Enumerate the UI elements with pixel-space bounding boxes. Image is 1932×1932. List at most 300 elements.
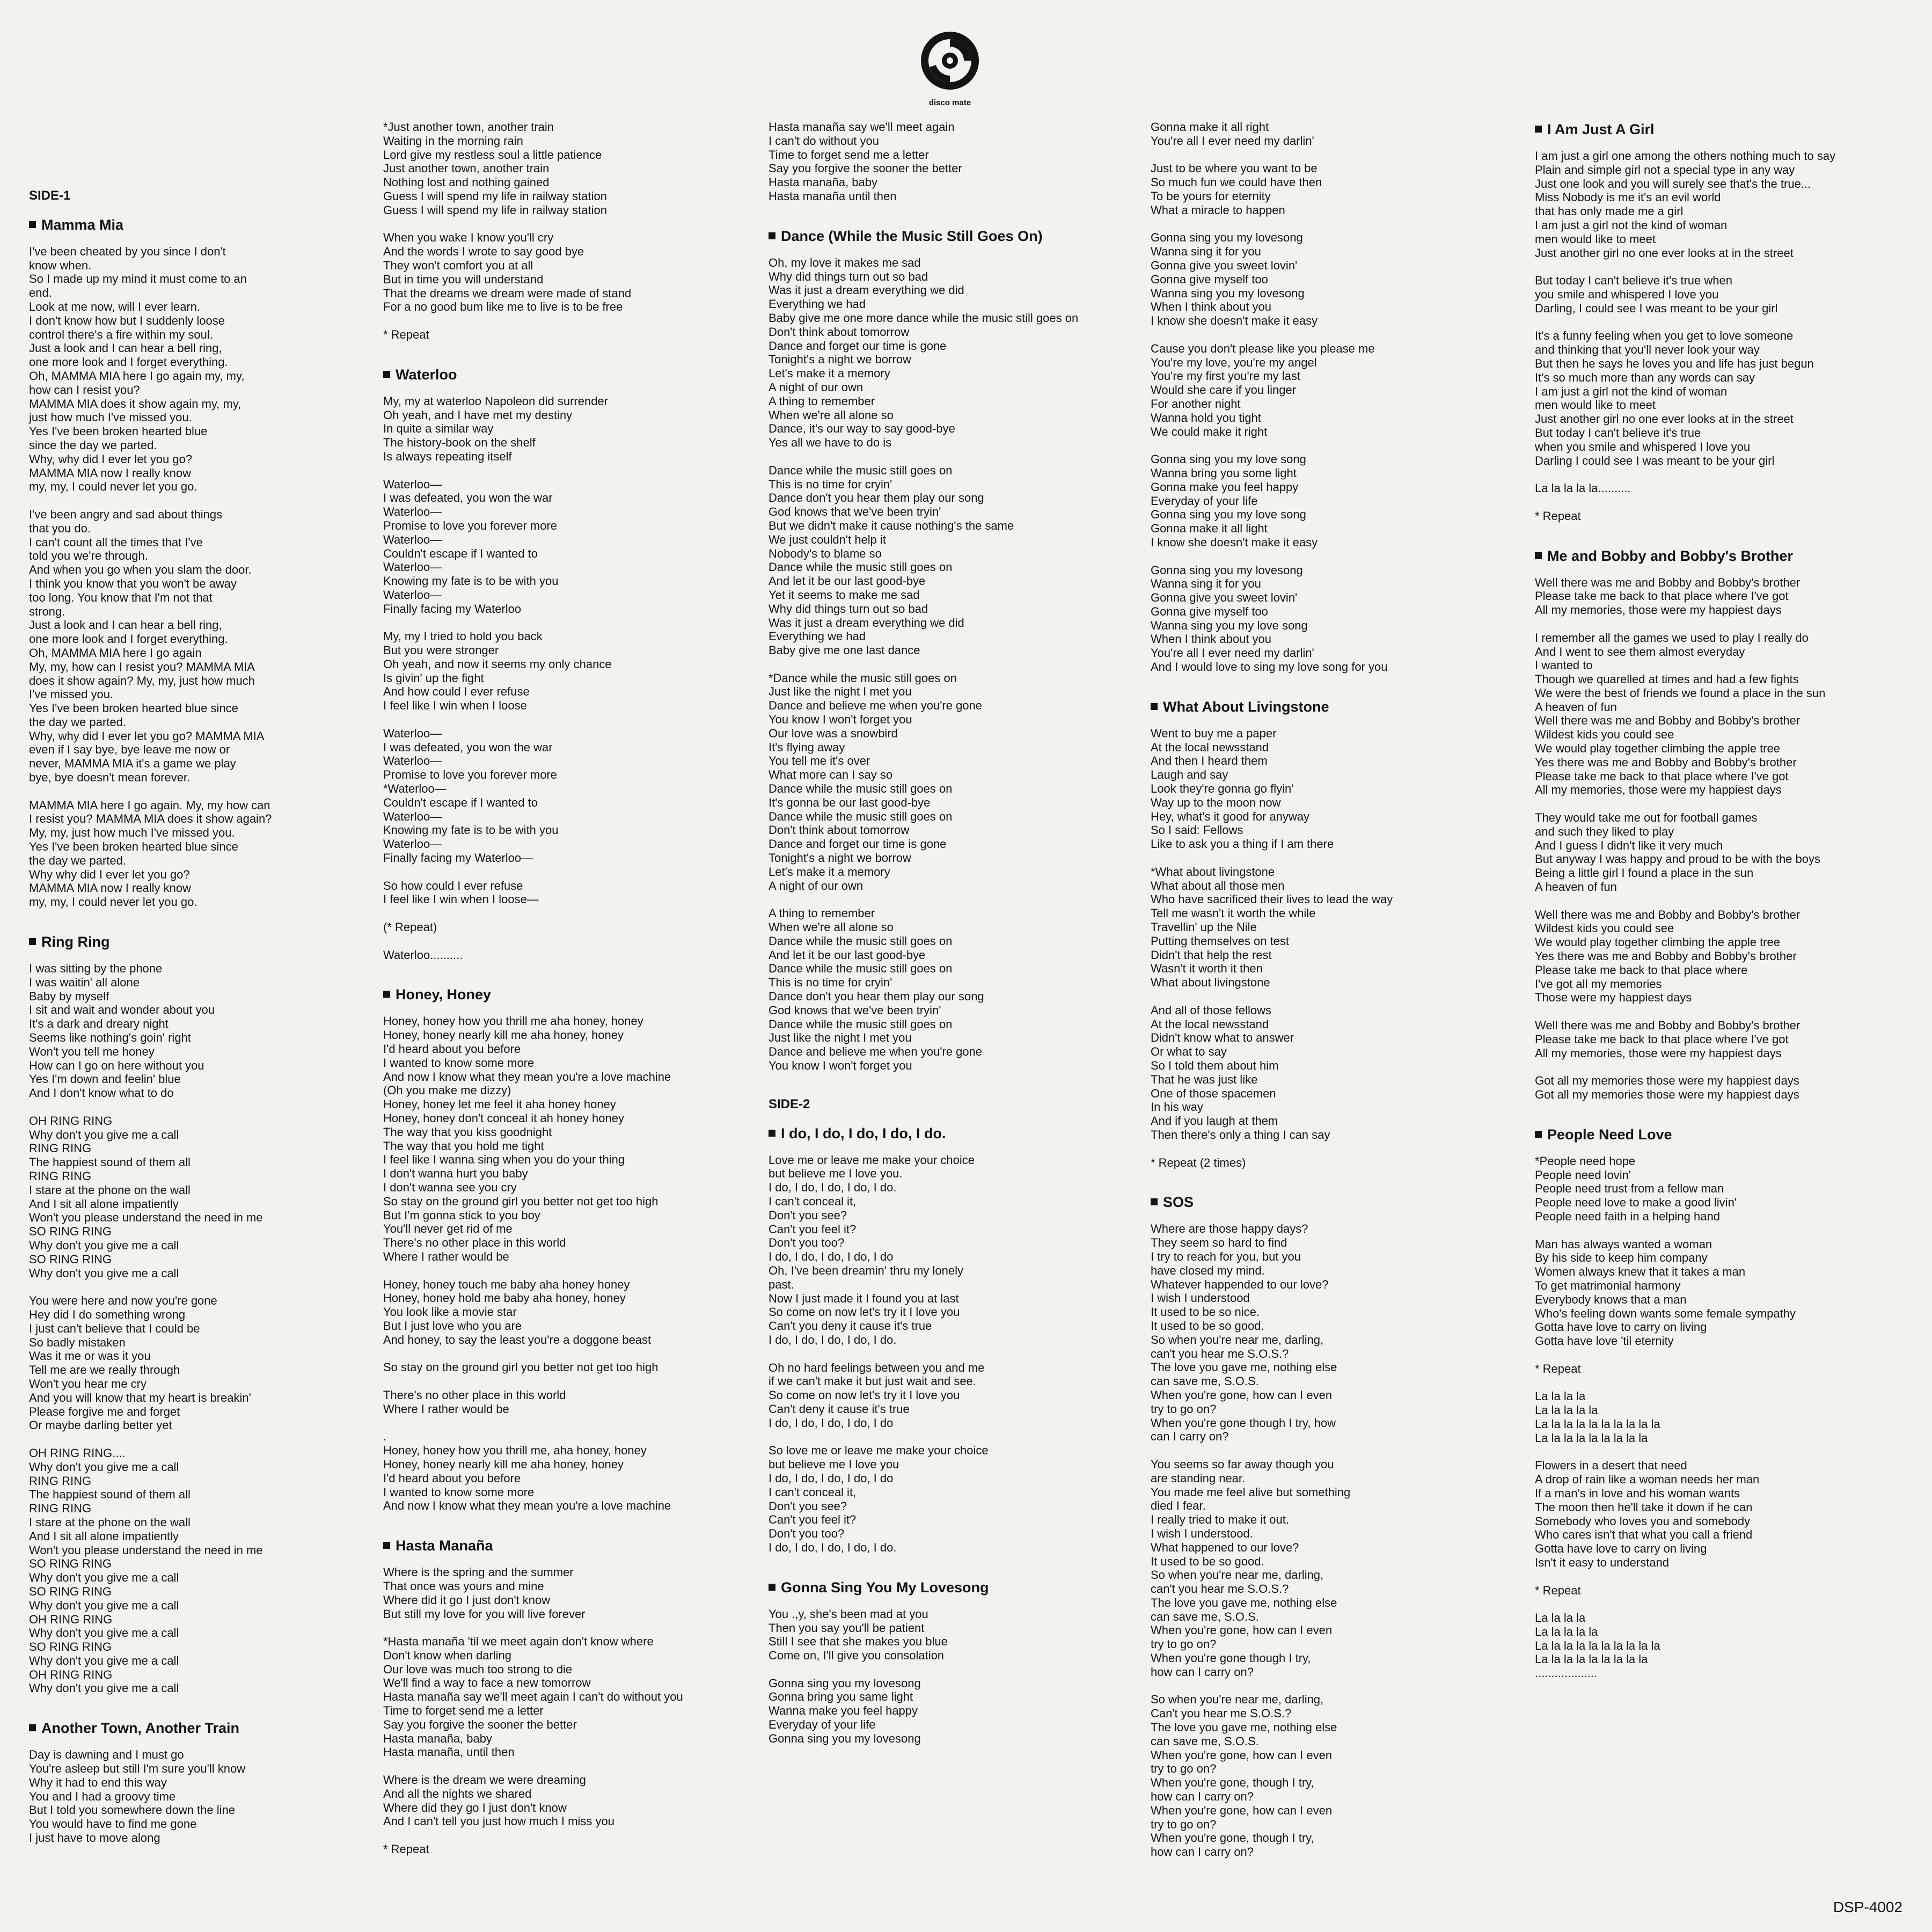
lyric-line: When you're gone though I try, how <box>1151 1416 1336 1430</box>
lyric-line: Way up to the moon now <box>1151 795 1281 809</box>
lyric-stanza <box>1535 274 1911 315</box>
lyric-line: Dance don't you hear them play our song <box>769 491 984 505</box>
lyric-line: RING RING <box>29 1502 92 1516</box>
lyric-line: * Repeat <box>1535 509 1581 523</box>
lyric-line: Oh yeah, and now it seems my only chance <box>383 657 612 671</box>
lyric-line: Let's make it a memory <box>769 865 890 879</box>
lyric-line: I feel like I wanna sing when you do your thing <box>383 1153 625 1167</box>
lyric-line: That once was yours and mine <box>383 1579 544 1593</box>
lyric-line: Gonna give you sweet lovin' <box>1151 591 1298 605</box>
lyric-line: Whatever happended to our love? <box>1151 1277 1329 1291</box>
lyric-line: I can't conceal it, <box>769 1194 857 1208</box>
lyric-line: I know she doesn't make it easy <box>1151 314 1318 328</box>
lyric-line: Our love was much too strong to die <box>383 1662 573 1676</box>
lyric-line: Hey did I do something wrong <box>29 1307 186 1321</box>
lyric-line: since the day we parted. <box>29 438 157 452</box>
lyric-line: Wanna sing it for you <box>1151 245 1261 259</box>
lyric-line: People need lovin' <box>1535 1168 1631 1182</box>
lyric-line: I feel like I win when I loose— <box>383 892 539 906</box>
lyric-line: and such they liked to play <box>1535 824 1674 838</box>
lyric-line: Oh, MAMMA MIA here I go again <box>29 646 202 660</box>
lyric-line: Gonna give you sweet lovin' <box>1151 258 1298 272</box>
lyric-stanza <box>383 1842 748 1856</box>
lyric-line: Why don't you give me a call <box>29 1238 179 1252</box>
lyric-line: how can I resist you? <box>29 383 140 397</box>
lyric-line: Why why did I ever let you go? <box>29 867 190 881</box>
lyric-stanza <box>1535 481 1911 495</box>
song-title-text: Honey, Honey <box>396 986 492 1003</box>
side-heading: SIDE-1 <box>29 188 71 203</box>
lyric-line: Love me or leave me make your choice <box>769 1153 975 1167</box>
song-block <box>383 367 748 962</box>
lyric-line: Gonna sing you my lovesong <box>1151 231 1303 245</box>
lyric-line: So come on now let's try it I love you <box>769 1305 960 1319</box>
lyric-line: never, MAMMA MIA it's a game we play <box>29 757 236 771</box>
lyric-line: I do, I do, I do, I do, I do. <box>769 1181 897 1195</box>
lyric-line: Please take me back to that place where I've got <box>1535 1032 1789 1046</box>
lyric-line: Honey, honey how you thrill me, aha honey, honey <box>383 1444 647 1458</box>
lyric-line: Yes there was me and Bobby and Bobby's brother <box>1535 949 1797 963</box>
lyric-line: You would have to find me gone <box>29 1817 197 1831</box>
lyric-line: can't you hear me S.O.S.? <box>1151 1346 1289 1360</box>
lyric-line: Waterloo— <box>383 588 442 602</box>
lyric-line: Everyday of your life <box>1151 494 1258 508</box>
lyric-line: And I can't tell you just how much I miss you <box>383 1814 614 1828</box>
lyric-line: I really tried to make it out. <box>1151 1513 1289 1527</box>
lyric-stanza <box>29 1114 362 1280</box>
lyric-stanza <box>383 1773 748 1828</box>
lyric-line: And the words I wrote to say good bye <box>383 245 584 259</box>
lyric-line: Gonna give myself too <box>1151 604 1268 618</box>
lyric-line: Wanna sing you my love song <box>1151 618 1308 632</box>
lyric-line: Just another town, another train <box>383 162 550 175</box>
lyric-line: Who's feeling down wants some female sympathy <box>1535 1306 1796 1320</box>
lyric-line: Gonna make it all light <box>1151 522 1268 536</box>
song-title <box>769 1125 1133 1141</box>
lyric-line: You're all I ever need my darlin' <box>1151 134 1314 148</box>
lyric-line: A heaven of fun <box>1535 880 1617 894</box>
lyric-line: Time to forget send me a letter <box>383 1704 544 1718</box>
lyric-line: Wasn't it worth it then <box>1151 962 1263 976</box>
lyric-line: All my memories, those were my happiest days <box>1535 1046 1782 1060</box>
lyric-line: The happiest sound of them all <box>29 1155 191 1169</box>
lyric-line: A thing to remember <box>769 394 875 408</box>
lyric-line: I do, I do, I do, I do, I do <box>769 1471 894 1485</box>
lyric-stanza <box>1151 865 1516 990</box>
lyric-line: Everything we had <box>769 297 866 311</box>
lyric-line: SO RING RING <box>29 1225 112 1239</box>
lyric-line: Well there was me and Bobby and Bobby's brother <box>1535 575 1801 589</box>
lyric-stanza <box>1535 1154 1911 1224</box>
lyric-line: Wanna bring you some light <box>1151 466 1297 480</box>
lyric-line: try to go on? <box>1151 1637 1217 1651</box>
lyric-stanza <box>29 245 362 494</box>
lyric-line: But I'm gonna stick to you boy <box>383 1208 540 1222</box>
lyric-line: When we're all alone so <box>769 408 894 422</box>
song-title <box>29 1720 362 1736</box>
lyric-line: Tonight's a night we borrow <box>769 851 911 865</box>
lyric-line: So come on now let's try it I love you <box>769 1388 960 1402</box>
lyric-line: Gonna bring you same light <box>769 1690 913 1704</box>
lyric-line: Gonna sing you my love song <box>1151 508 1306 522</box>
lyric-line: But anyway I was happy and proud to be with the boys <box>1535 852 1820 866</box>
lyric-line: Where I rather would be <box>383 1402 509 1416</box>
lyric-line: Wildest kids you could see <box>1535 921 1674 935</box>
lyric-line: God knows that we've been tryin' <box>769 505 941 519</box>
lyric-stanza <box>1535 329 1911 467</box>
lyric-line: Women always knew that it takes a man <box>1535 1265 1746 1279</box>
song-continuation <box>383 120 748 342</box>
lyric-line: *What about livingstone <box>1151 865 1275 879</box>
lyric-line: how can I carry on? <box>1151 1665 1254 1679</box>
lyric-line: Like to ask you a thing if I am there <box>1151 837 1334 851</box>
lyric-line: how can I carry on? <box>1151 1845 1254 1859</box>
lyric-line: That the dreams we dream were made of stand <box>383 286 632 300</box>
lyric-stanza <box>1535 1389 1911 1445</box>
lyric-line: I do, I do, I do, I do, I do <box>769 1250 894 1264</box>
lyric-line: Yes I'm down and feelin' blue <box>29 1072 181 1086</box>
lyric-line: Now I just made it I found you at last <box>769 1291 959 1305</box>
lyric-stanza <box>1151 1222 1516 1444</box>
lyric-line: You're asleep but still I'm sure you'll know <box>29 1762 246 1776</box>
lyric-line: Why don't you give me a call <box>29 1653 179 1667</box>
lyric-line: Who cares isn't that what you call a friend <box>1535 1528 1753 1542</box>
lyric-line: Why don't you give me a call <box>29 1681 179 1695</box>
lyric-line: Everything we had <box>769 630 866 643</box>
lyric-line: I remember all the games we used to play I really do <box>1535 631 1809 645</box>
song-title-text: People Need Love <box>1547 1126 1672 1143</box>
lyric-line: Waterloo— <box>383 726 442 740</box>
lyric-line: And let it be our last good-bye <box>769 948 926 962</box>
bullet-square-icon <box>1535 552 1542 559</box>
lyric-line: died I fear. <box>1151 1499 1206 1513</box>
lyric-line: Travellin' up the Nile <box>1151 920 1257 934</box>
lyric-line: MAMMA MIA now I really know <box>29 466 191 480</box>
lyric-line: OH RING RING <box>29 1612 113 1626</box>
lyric-stanza <box>1535 631 1911 797</box>
song-title <box>383 986 748 1002</box>
lyric-line: Is givin' up the fight <box>383 671 484 685</box>
lyric-line: Just like the night I met you <box>769 1031 912 1045</box>
lyric-line: And all the nights we shared <box>383 1787 532 1801</box>
lyric-line: Dance while the music still goes on <box>769 1017 953 1031</box>
lyric-line: I resist you? MAMMA MIA does it show again? <box>29 812 272 826</box>
lyric-line: Who have sacrificed their lives to lead the way <box>1151 892 1393 906</box>
lyric-line: Hasta manaña, until then <box>383 1745 515 1759</box>
lyric-line: I know she doesn't make it easy <box>1151 535 1318 549</box>
lyric-line: And let it be our last good-bye <box>769 574 926 588</box>
lyric-line: Day is dawning and I must go <box>29 1748 184 1762</box>
lyric-line: if we can't make it but just wait and see. <box>769 1374 976 1388</box>
lyric-stanza <box>1151 120 1516 148</box>
lyric-line: When you're gone though I try, <box>1151 1651 1311 1665</box>
lyric-line: I don't wanna see you cry <box>383 1180 517 1194</box>
lyric-line: Dance and forget our time is gone <box>769 339 947 353</box>
lyric-stanza <box>383 231 748 314</box>
lyric-line: try to go on? <box>1151 1402 1217 1416</box>
lyric-line: have closed my mind. <box>1151 1263 1265 1277</box>
lyric-line: Just a look and I can hear a bell ring, <box>29 618 222 632</box>
lyric-line: Was it just a dream everything we did <box>769 616 964 630</box>
lyric-line: OH RING RING <box>29 1667 113 1681</box>
lyric-line: Just like the night I met you <box>769 685 912 699</box>
lyric-line: But you were stronger <box>383 643 499 657</box>
lyric-line: Please take me back to that place where I've got <box>1535 589 1789 603</box>
song-title <box>1151 1194 1516 1210</box>
song-title-text: Hasta Manaña <box>396 1538 493 1554</box>
lyric-line: Somebody who loves you and somebody <box>1535 1514 1751 1528</box>
lyric-line: Or what to say <box>1151 1045 1227 1059</box>
lyric-line: I was waitin' all alone <box>29 975 140 989</box>
lyric-line: Was it just a dream everything we did <box>769 283 964 297</box>
lyric-line: Those were my happiest days <box>1535 991 1692 1005</box>
lyric-line: Why don't you give me a call <box>29 1571 179 1585</box>
lyric-line: When we're all alone so <box>769 920 894 934</box>
lyric-stanza <box>1151 1004 1516 1142</box>
lyric-line: It's gonna be our last good-bye <box>769 795 931 809</box>
lyric-line: We could make it right <box>1151 425 1268 438</box>
lyric-line: end. <box>29 286 52 300</box>
lyric-line: *Dance while the music still goes on <box>769 671 957 685</box>
lyric-line: Why don't you give me a call <box>29 1266 179 1280</box>
lyric-line: bye, bye doesn't mean forever. <box>29 771 191 785</box>
lyric-stanza <box>383 120 748 217</box>
lyric-line: Wanna sing it for you <box>1151 577 1261 591</box>
lyric-line: MAMMA MIA here I go again. My, my how can <box>29 798 270 812</box>
lyric-line: Gotta have love 'til eternity <box>1535 1334 1674 1348</box>
lyric-line: Won't you hear me cry <box>29 1377 147 1391</box>
lyric-line: can save me, S.O.S. <box>1151 1734 1259 1748</box>
lyric-line: Just a look and I can hear a bell ring, <box>29 341 222 355</box>
lyric-line: my, my, I could never let you go. <box>29 895 197 909</box>
lyric-line: People need love to make a good livin' <box>1535 1196 1737 1210</box>
lyric-line: I feel like I win when I loose <box>383 699 527 713</box>
lyric-line: What about livingstone <box>1151 976 1270 990</box>
lyric-line: But today I can't believe it's true when <box>1535 274 1732 288</box>
lyric-line: OH RING RING <box>29 1114 113 1128</box>
lyric-line: La la la la la <box>1535 1403 1598 1417</box>
lyric-line: SO RING RING <box>29 1584 112 1598</box>
lyric-line: the day we parted. <box>29 853 127 867</box>
lyric-line: Nobody's to blame so <box>769 546 882 560</box>
song-title <box>1151 699 1516 715</box>
lyric-line: You tell me it's over <box>769 754 870 768</box>
song-block <box>1151 1194 1516 1859</box>
lyric-stanza <box>383 630 748 713</box>
lyric-line: Darling I could see I was meant to be your girl <box>1535 453 1775 467</box>
lyric-line: try to go on? <box>1151 1762 1217 1776</box>
lyric-line: Say you forgive the sooner the better <box>769 162 962 175</box>
lyric-line: In quite a similar way <box>383 422 494 436</box>
lyric-line: By his side to keep him company <box>1535 1251 1708 1265</box>
bullet-square-icon <box>1535 1131 1542 1138</box>
lyric-line: Honey, honey hold me baby aha honey, honey <box>383 1291 626 1305</box>
lyric-line: And all of those fellows <box>1151 1003 1272 1017</box>
lyric-line: La la la la <box>1535 1389 1586 1403</box>
lyric-line: Yes there was me and Bobby and Bobby's brother <box>1535 755 1797 769</box>
lyric-line: People need trust from a fellow man <box>1535 1182 1724 1196</box>
lyric-line: Guess I will spend my life in railway station <box>383 189 607 203</box>
lyric-line: Hey, what's it good for anyway <box>1151 809 1310 823</box>
song-title-text: I do, I do, I do, I do, I do. <box>781 1125 946 1141</box>
lyric-line: Don't you too? <box>769 1527 845 1541</box>
lyric-line: Waterloo— <box>383 809 442 823</box>
lyric-line: Please take me back to that place where <box>1535 963 1748 977</box>
lyric-line: You know I won't forget you <box>769 713 912 727</box>
lyrics-column-3 <box>769 0 1133 1932</box>
bullet-square-icon <box>383 991 390 998</box>
lyric-line: Guess I will spend my life in railway station <box>383 203 607 217</box>
lyric-line: And I went to see them almost everyday <box>1535 645 1745 658</box>
lyric-line: Laugh and say <box>1151 768 1228 782</box>
lyric-line: (Oh you make me dizzy) <box>383 1084 511 1097</box>
lyric-line: Miss Nobody is me it's an evil world <box>1535 191 1721 204</box>
lyric-line: Well there was me and Bobby and Bobby's brother <box>1535 714 1801 728</box>
lyric-stanza <box>383 1014 748 1263</box>
lyric-line: So how could I ever refuse <box>383 879 523 892</box>
lyric-line: You know I won't forget you <box>769 1059 912 1072</box>
lyric-line: I wanted to know some more <box>383 1485 535 1499</box>
lyric-stanza <box>1151 727 1516 851</box>
lyric-line: Yes I've been broken hearted blue <box>29 425 208 438</box>
lyric-line: Yet it seems to make me sad <box>769 588 920 602</box>
lyric-line: how can I carry on? <box>1151 1790 1254 1804</box>
lyric-stanza <box>383 394 748 464</box>
lyric-line: * Repeat <box>383 327 429 341</box>
lyric-line: There's no other place in this world <box>383 1236 566 1250</box>
lyric-stanza <box>383 1430 748 1513</box>
lyric-line: Dance while the music still goes on <box>769 782 953 796</box>
lyric-line: And I sit all alone impatiently <box>29 1197 179 1211</box>
bullet-square-icon <box>29 938 36 945</box>
lyric-line: And if you laugh at them <box>1151 1114 1278 1128</box>
lyric-line: You seems so far away though you <box>1151 1457 1334 1471</box>
lyric-line: Come on, I'll give you consolation <box>769 1649 945 1663</box>
lyric-line: Where is the dream we were dreaming <box>383 1773 586 1787</box>
lyric-line: For another night <box>1151 397 1241 411</box>
lyric-line: You look like a movie star <box>383 1305 517 1319</box>
lyric-stanza <box>383 1565 748 1621</box>
lyric-stanza <box>769 906 1133 1073</box>
logo-text: disco mate <box>928 98 971 107</box>
lyric-line: It used to be so good. <box>1151 1554 1264 1568</box>
lyric-line: I wish I understood. <box>1151 1526 1253 1540</box>
lyric-line: So I made up my mind it must come to an <box>29 272 247 286</box>
lyric-line: Darling, I could see I was meant to be your girl <box>1535 301 1778 315</box>
song-block <box>29 217 362 909</box>
lyric-stanza <box>383 879 748 907</box>
lyric-line: Don't you see? <box>769 1208 847 1222</box>
lyric-stanza <box>1151 162 1516 217</box>
lyric-line: When I think about you <box>1151 632 1272 646</box>
lyric-stanza <box>1151 564 1516 674</box>
lyric-line: La la la la la la la la la <box>1535 1652 1648 1666</box>
lyric-line: *Waterloo— <box>383 782 447 796</box>
lyric-line: Promise to love you forever more <box>383 518 558 532</box>
lyric-line: What more can I say so <box>769 768 893 782</box>
lyric-line: Where are those happy days? <box>1151 1222 1308 1236</box>
lyric-line: When you're gone, how can I even <box>1151 1748 1333 1762</box>
lyric-line: RING RING <box>29 1141 92 1155</box>
lyric-line: does it show again? My, my, just how much <box>29 674 255 687</box>
lyric-line: Wildest kids you could see <box>1535 728 1674 742</box>
lyric-line: I've got all my memories <box>1535 977 1662 991</box>
lyric-line: Gonna make it all right <box>1151 120 1269 134</box>
lyric-line: Dance and believe me when you're gone <box>769 1045 983 1059</box>
lyric-line: Couldn't escape if I wanted to <box>383 546 538 560</box>
lyric-line: Please forgive me and forget <box>29 1404 180 1418</box>
lyric-line: This is no time for cryin' <box>769 477 892 491</box>
lyric-line: strong. <box>29 604 65 618</box>
song-title-text: SOS <box>1163 1194 1194 1211</box>
lyric-line: Didn't know what to answer <box>1151 1031 1294 1045</box>
lyric-line: The way that you hold me tight <box>383 1139 544 1153</box>
lyric-line: It's a funny feeling when you get to love someone <box>1535 329 1794 343</box>
lyric-line: My, my, just how much I've missed you. <box>29 826 235 840</box>
lyrics-column-1 <box>29 0 362 1932</box>
lyric-line: I can't count all the times that I've <box>29 535 203 549</box>
lyrics-column-2 <box>383 0 748 1932</box>
lyric-stanza <box>1535 1074 1911 1102</box>
lyric-line: *People need hope <box>1535 1154 1636 1168</box>
lyric-line: What happened to our love? <box>1151 1540 1299 1554</box>
lyric-line: Let's make it a memory <box>769 367 890 380</box>
lyric-line: I do, I do, I do, I do, I do <box>769 1416 894 1430</box>
lyric-line: Hasta manaña say we'll meet again I can't do without you <box>383 1690 683 1704</box>
lyric-line: Flowers in a desert that need <box>1535 1459 1687 1473</box>
lyric-line: Don't you see? <box>769 1499 847 1513</box>
lyric-line: Honey, honey how you thrill me aha honey, honey <box>383 1014 643 1028</box>
lyric-line: And then I heard them <box>1151 754 1268 768</box>
song-title <box>383 1538 748 1554</box>
lyric-line: That he was just like <box>1151 1072 1258 1086</box>
lyric-stanza <box>1535 1611 1911 1680</box>
lyric-stanza <box>1535 1584 1911 1598</box>
lyric-line: But still my love for you will live forever <box>383 1607 586 1621</box>
lyric-line: A thing to remember <box>769 906 875 920</box>
lyric-line: Then there's only a thing I can say <box>1151 1128 1330 1141</box>
lyric-line: RING RING <box>29 1169 92 1183</box>
lyric-line: Dance while the music still goes on <box>769 934 953 948</box>
lyric-line: La la la la la la la la la la <box>1535 1638 1660 1652</box>
lyric-line: Look they're gonna go flyin' <box>1151 782 1294 796</box>
song-title-text: Waterloo <box>396 366 457 383</box>
lyric-line: Well there was me and Bobby and Bobby's brother <box>1535 908 1801 921</box>
lyric-line: just how much I've missed you. <box>29 411 192 425</box>
song-title-text: What About Livingstone <box>1163 698 1329 715</box>
lyric-line: Gonna give myself too <box>1151 272 1268 286</box>
lyric-stanza <box>29 1294 362 1432</box>
lyric-line: Wanna hold you tight <box>1151 411 1261 425</box>
lyric-line: Baby by myself <box>29 989 109 1003</box>
lyric-line: I've been cheated by you since I don't <box>29 244 226 258</box>
lyric-line: I can't conceal it, <box>769 1485 857 1499</box>
lyric-line: . <box>383 1430 387 1444</box>
lyric-line: The moon then he'll take it down if he can <box>1535 1500 1753 1514</box>
lyric-line: They would take me out for football games <box>1535 811 1758 825</box>
song-title-text: Another Town, Another Train <box>41 1720 239 1737</box>
lyric-line: A drop of rain like a woman needs her man <box>1535 1473 1760 1487</box>
lyric-stanza <box>1151 342 1516 439</box>
lyric-line: can save me, S.O.S. <box>1151 1374 1259 1388</box>
bullet-square-icon <box>769 232 775 239</box>
lyric-line: * Repeat <box>1535 1583 1581 1597</box>
lyric-line: * Repeat (2 times) <box>1151 1155 1246 1169</box>
lyric-line: Our love was a snowbird <box>769 726 898 740</box>
lyric-line: Dance, it's our way to say good-bye <box>769 422 955 436</box>
lyric-line: You and I had a groovy time <box>29 1789 176 1803</box>
lyric-line: Plain and simple girl not a special type in any way <box>1535 163 1795 177</box>
